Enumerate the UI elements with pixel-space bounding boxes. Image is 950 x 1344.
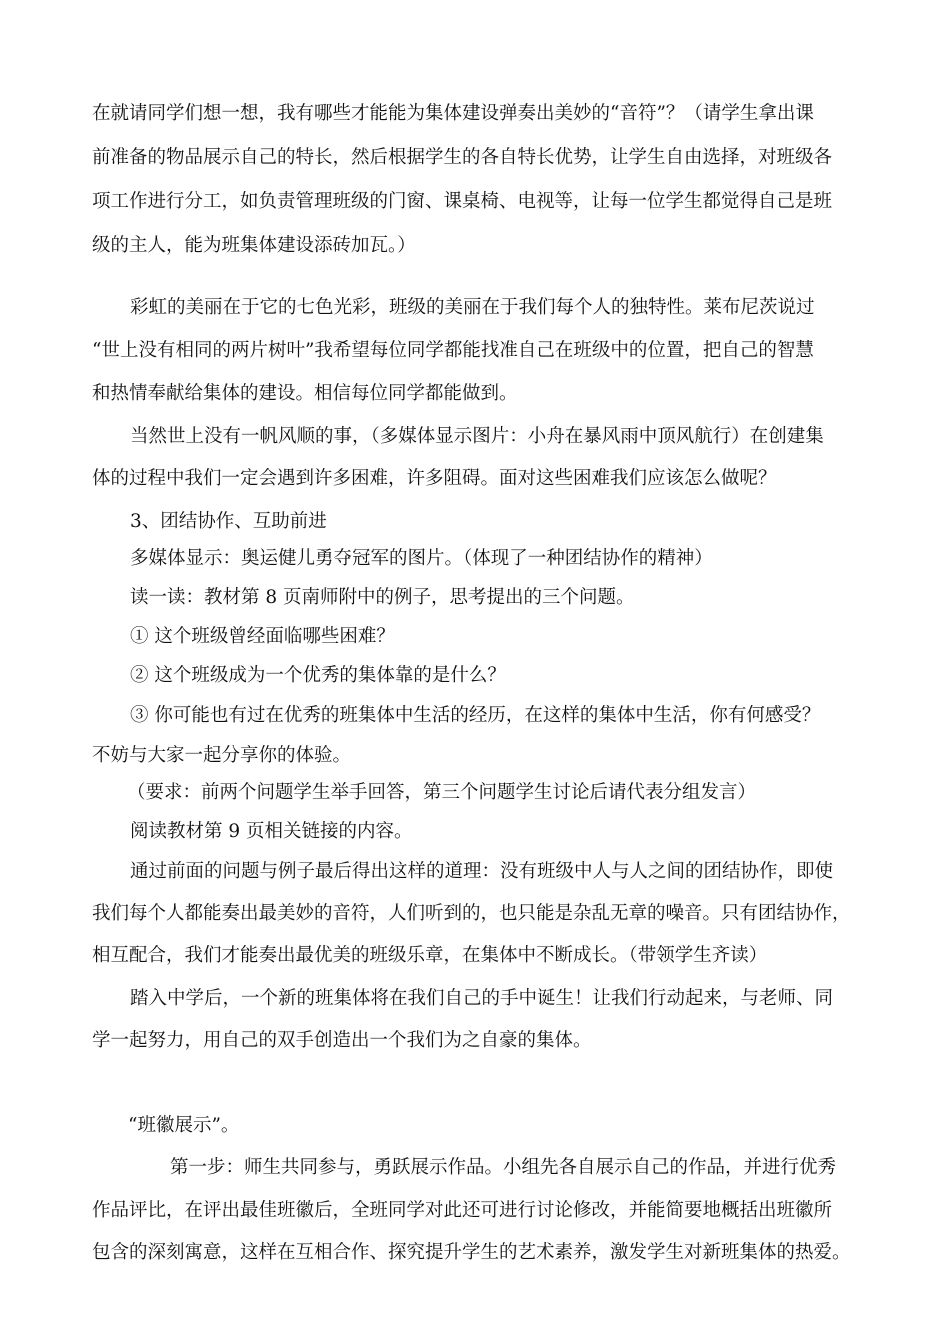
text-line: 项工作进行分工，如负责管理班级的门窗、课桌椅、电视等，让每一位学生都觉得自己是班 [92,191,833,212]
text-line: 体的过程中我们一定会遇到许多困难，许多阻碍。面对这些困难我们应该怎么做呢？ [92,468,777,489]
text-line: 当然世上没有一帆风顺的事，（多媒体显示图片：小舟在暴风雨中顶风航行）在创建集 [130,426,824,447]
text-line: 彩虹的美丽在于它的七色光彩，班级的美丽在于我们每个人的独特性。莱布尼茨说过 [130,297,815,318]
badge-title: “班徽展示”。 [128,1115,240,1136]
text-line: ③ 你可能也有过在优秀的班集体中生活的经历，在这样的集体中生活，你有何感受？ [130,705,821,726]
para-reading-link: 阅读教材第 9 页相关链接的内容。 [130,821,413,842]
text-line: 通过前面的问题与例子最后得出这样的道理：没有班级中人与人之间的团结协作，即使 [130,861,834,882]
text-line: “世上没有相同的两片树叶”我希望每位同学都能找准自己在班级中的位置，把自己的智慧 [92,340,814,361]
para-multimedia: 多媒体显示：奥运健儿勇夺冠军的图片。（体现了一种团结协作的精神） [130,548,713,569]
text-line: 在就请同学们想一想，我有哪些才能能为集体建设弹奏出美妙的“音符”？（请学生拿出课 [92,103,814,124]
question-1: ① 这个班级曾经面临哪些困难？ [130,626,395,647]
text-line: 第一步：师生共同参与，勇跃展示作品。小组先各自展示自己的作品，并进行优秀 [170,1157,837,1178]
text-line: 踏入中学后，一个新的班集体将在我们自己的手中诞生！让我们行动起来，与老师、同 [130,988,834,1009]
question-2: ② 这个班级成为一个优秀的集体靠的是什么？ [130,665,506,686]
section-heading: 3、团结协作、互助前进 [130,511,327,532]
text-line: 学一起努力，用自己的双手创造出一个我们为之自豪的集体。 [92,1030,592,1051]
text-line: 不妨与大家一起分享你的体验。 [92,745,352,766]
text-line: 和热情奉献给集体的建设。相信每位同学都能做到。 [92,383,518,404]
text-line: 我们每个人都能奏出最美妙的音符，人们听到的，也只能是杂乱无章的噪音。只有团结协作， [92,903,851,924]
text-line: 相互配合，我们才能奏出最优美的班级乐章，在集体中不断成长。（带领学生齐读） [92,945,768,966]
text-line: 前准备的物品展示自己的特长，然后根据学生的各自特长优势，让学生自由选择，对班级各 [92,147,833,168]
para-requirement: （要求：前两个问题学生举手回答，第三个问题学生讨论后请代表分组发言） [127,782,757,803]
text-line: 级的主人，能为班集体建设添砖加瓦。） [92,235,416,256]
para-reading: 读一读：教材第 8 页南师附中的例子，思考提出的三个问题。 [130,587,635,608]
text-line: 包含的深刻寓意，这样在互相合作、探究提升学生的艺术素养，激发学生对新班集体的热爱。 [92,1242,851,1263]
text-line: 作品评比，在评出最佳班徽后，全班同学对此还可进行讨论修改，并能简要地概括出班徽所 [92,1200,833,1221]
